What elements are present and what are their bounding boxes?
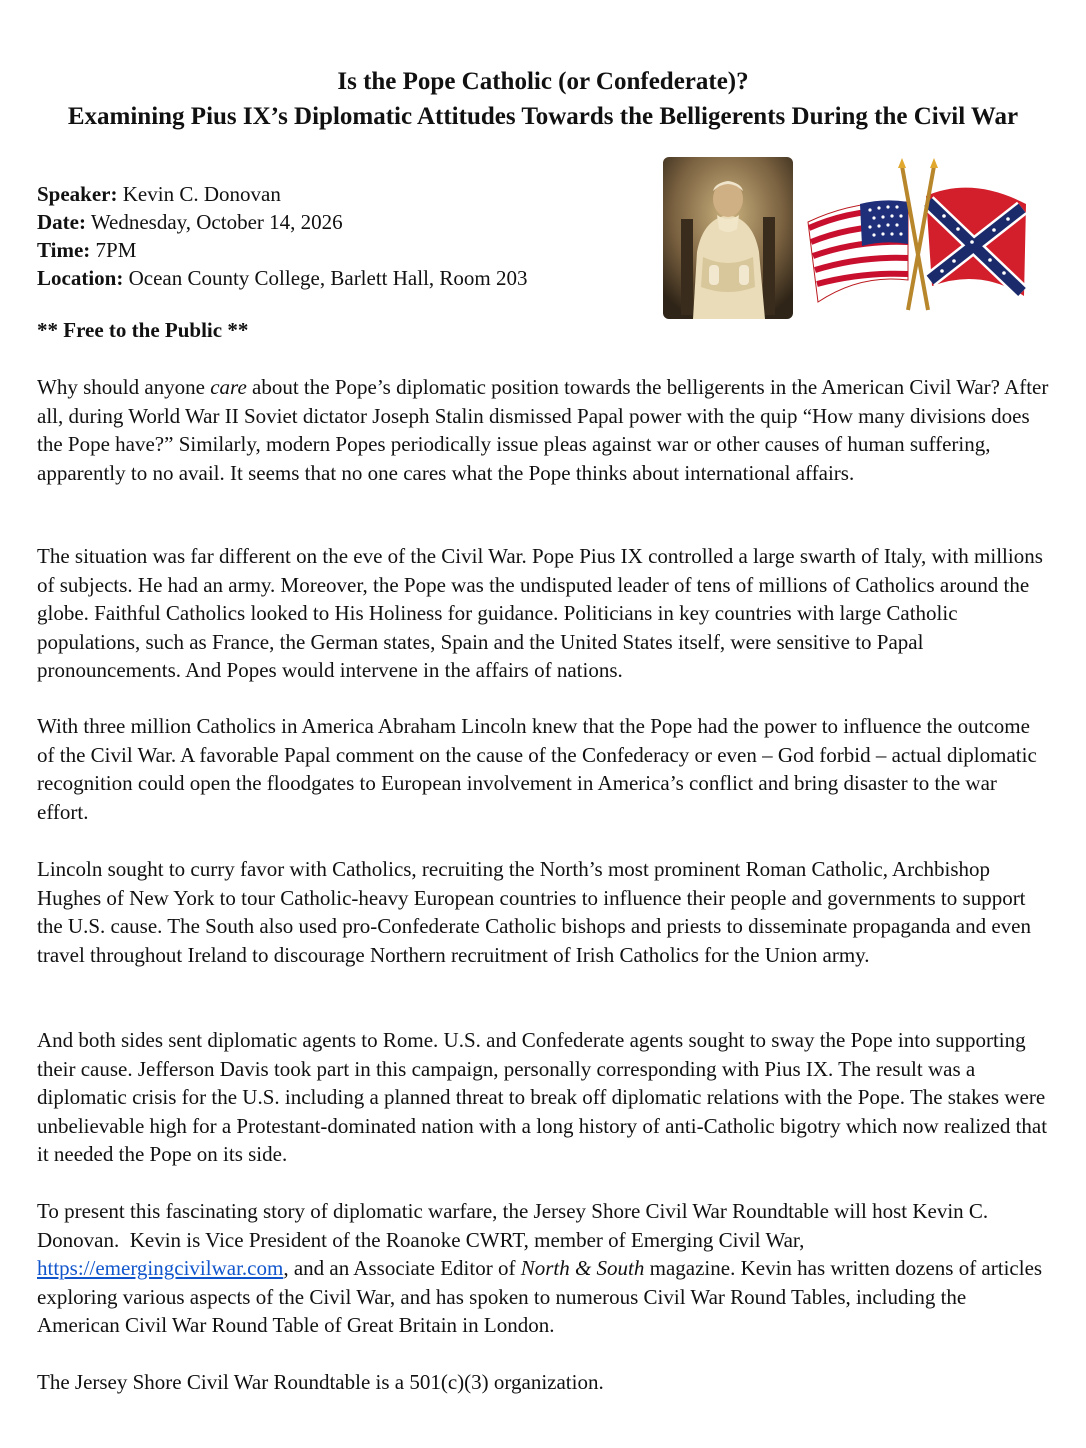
date-row [37,208,528,236]
speaker-label: Speaker: [37,182,118,206]
date-label: Date: [37,210,86,234]
title-line-2: Examining Pius IX’s Diplomatic Attitudes Towards the Belligerents During the Civil War [67,103,1019,130]
event-details [37,180,528,292]
paragraph-3: With three million Catholics in America Abraham Lincoln knew that the Pope had the power to influence the outcome of the Civil War. A favorable Papal comment on the cause of the Confederacy or even – God forbid – actual diplomatic recognition could open the floodgates to European involvement in America’s conflict and bring disaster to the war effort. [37,714,1037,824]
confederate-flag-icon [926,188,1026,296]
emphasis-north-south: North & South [520,1256,645,1280]
paragraph-6: To present this fascinating story of diplomatic warfare, the Jersey Shore Civil War Roundtable will host Kevin C. Donovan. Kevin is Vice President of the Roanoke CWRT, member of Emerging Civil War, https://emergingcivilwar.com, and an Associate Editor of North & South magazine. Kevin has written dozens of articles exploring various aspects of the Civil War, and has spoken to numerous Civil War Round Tables, including the American Civil War Round Table of Great Britain in London. [37,1199,1043,1337]
paragraph-1: Why should anyone care about the Pope’s diplomatic position towards the belligerents in the American Civil War? After all, during World War II Soviet dictator Joseph Stalin dismissed Papal power with the quip “How many divisions does the Pope have?” Similarly, modern Popes periodically issue pleas against war or other causes of human suffering, apparently to no avail. It seems that no one cares what the Pope thinks about international affairs. [37,375,1049,485]
paragraph-5: And both sides sent diplomatic agents to Rome. U.S. and Confederate agents sought to sway the Pope into supporting their cause. Jefferson Davis took part in this campaign, personally corresponding with Pius IX. The result was a diplomatic crisis for the U.S. including a planned threat to break off diplomatic relations with the Pope. The stakes were unbelievable high for a Protestant-dominated nation with a long history of anti-Catholic bigotry which now realized that it needed the Pope on its side. [37,1028,1048,1166]
paragraph-7: The Jersey Shore Civil War Roundtable is a 501(c)(3) organization. [37,1370,604,1394]
paragraph-2: The situation was far different on the eve of the Civil War. Pope Pius IX controlled a large swarth of Italy, with millions of subjects. He had an army. Moreover, the Pope was the undisputed leader of tens of millions of Catholics around the globe. Faithful Catholics looked to His Holiness for guidance. Politicians in key countries with large Catholic populations, such as France, the German states, Spain and the United States itself, were sensitive to Papal pronouncements. And Popes would intervene in the affairs of nations. [37,544,1043,682]
time-value: 7PM [95,238,137,262]
date-value: Wednesday, October 14, 2026 [90,210,343,234]
speaker-row [37,180,528,208]
page-title [0,64,1086,134]
emphasis-care: care [210,375,247,399]
time-row [37,236,528,264]
us-flag-icon [808,200,908,302]
time-label: Time: [37,238,91,262]
crossed-flags-icon [804,156,1030,312]
emerging-civil-war-link[interactable]: https://emergingcivilwar.com [37,1256,284,1280]
title-line-1: Is the Pope Catholic (or Confederate)? [337,68,749,95]
free-to-public-notice: ** Free to the Public ** [37,318,249,342]
location-row [37,264,528,292]
pope-portrait-image [663,157,793,319]
location-label: Location: [37,266,124,290]
paragraph-4: Lincoln sought to curry favor with Catholics, recruiting the North’s most prominent Roman Catholic, Archbishop Hughes of New York to tour Catholic-heavy European countries to influence their people and governments to support the U.S. cause. The South also used pro-Confederate Catholic bishops and priests to disseminate propaganda and even travel throughout Ireland to discourage Northern recruitment of Irish Catholics for the Union army. [37,857,1031,967]
location-value: Ocean County College, Barlett Hall, Room 203 [128,266,528,290]
speaker-value: Kevin C. Donovan [122,182,281,206]
